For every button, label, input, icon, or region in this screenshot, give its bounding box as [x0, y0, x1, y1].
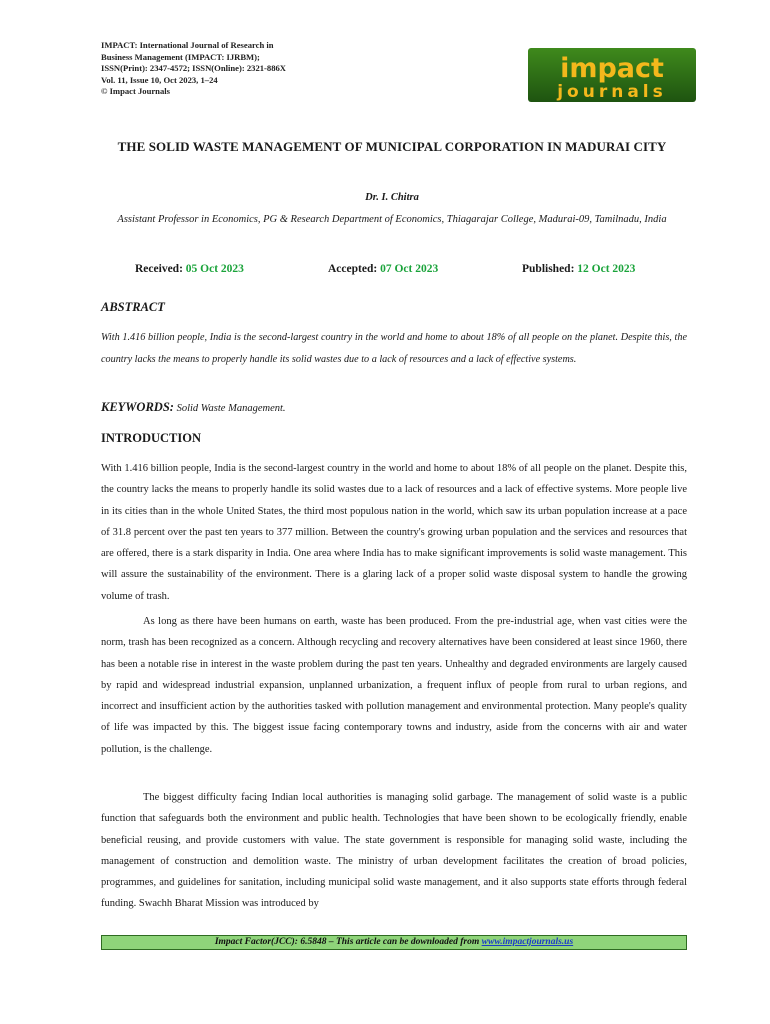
keywords-text: Solid Waste Management. — [176, 403, 286, 414]
journal-info-line: © Impact Journals — [101, 86, 170, 97]
received-value: 05 Oct 2023 — [185, 263, 244, 275]
footer-bar — [101, 935, 687, 950]
body-paragraph: With 1.416 billion people, India is the second-largest country in the world and home to about 18% of all people on the planet. Despite this, the country lacks the means to properly handle its solid wastes due to a lack of resources and a lack of effective systems. More people live in its cities than in the whole United States, the third most populous nation in the world, which saw its urban population increase at a pace of 31.8 percent over the past ten years to 377 million. Between the country's growing urban population and the services and resources that are offered, there is a stark disparity in India. One area where India has to make significant improvements is solid waste management. This will assure the sustainability of the environment. There is a glaring lack of a proper solid waste disposal system to handle the growing volume of trash. — [101, 463, 687, 602]
journal-info-line: IMPACT: International Journal of Research in — [101, 40, 274, 50]
journal-info-line: Business Management (IMPACT: IJRBM); — [101, 51, 260, 62]
abstract-heading: ABSTRACT — [101, 300, 165, 314]
journal-info-line: ISSN(Print): 2347-4572; ISSN(Online): 2321-886X — [101, 63, 287, 74]
abstract-text: With 1.416 billion people, India is the second-largest country in the world and home to about 18% of all people on the planet. Despite this, the country lacks the means to properly handle its solid wastes due to a lack of resources and a lack of effective systems. — [101, 332, 687, 365]
introduction-heading: INTRODUCTION — [101, 431, 202, 445]
keywords-label: KEYWORDS: — [101, 400, 174, 414]
article-title: THE SOLID WASTE MANAGEMENT OF MUNICIPAL CORPORATION IN MADURAI CITY — [117, 139, 667, 154]
journal-info — [101, 40, 361, 98]
footer-link[interactable]: www.impactjournals.us — [481, 937, 574, 947]
publication-dates — [135, 263, 655, 279]
logo-word-journals: journals — [557, 82, 667, 102]
keywords — [101, 400, 687, 415]
logo-word-impact: impact — [560, 53, 664, 84]
author-affiliation: Assistant Professor in Economics, PG & Research Department of Economics, Thiagarajar College, Madurai-09, Tamilnadu, India — [117, 214, 667, 225]
footer-text: Impact Factor(JCC): 6.5848 – This article can be downloaded from — [214, 937, 482, 947]
impact-journals-logo — [528, 48, 696, 102]
body-paragraph: As long as there have been humans on earth, waste has been produced. From the pre-industrial age, when vast cities were the norm, trash has been recognized as a concern. Although recycling and recovery alternatives have been considered at least since 1960, there has been a notable rise in interest in the waste problem during the past ten years. Unhealthy and degraded environments are largely caused by rapid and widespread industrial expansion, unplanned urbanization, a frequent influx of people from rural to urban regions, and incorrect and insufficient action by the authorities tasked with pollution management and environmental protection. Many people's quality of life was impacted by this. The biggest issue facing contemporary towns and industry, aside from the concerns with air and water pollution, is the challenge. — [101, 616, 687, 755]
author-name: Dr. I. Chitra — [365, 192, 419, 203]
journal-info-line: Vol. 11, Issue 10, Oct 2023, 1–24 — [101, 74, 218, 85]
accepted-date — [328, 263, 438, 275]
published-date — [522, 263, 635, 275]
published-label: Published: — [522, 263, 575, 275]
received-label: Received: — [135, 263, 183, 275]
accepted-label: Accepted: — [328, 263, 378, 275]
published-value: 12 Oct 2023 — [577, 263, 636, 275]
body-paragraph: The biggest difficulty facing Indian local authorities is managing solid garbage. The management of solid waste is a public function that safeguards both the environment and public health. Technologies that have been shown to be ecologically friendly, enable beneficial reusing, and provide customers with value. The state government is responsible for managing solid waste, including the management of construction and demolition waste. The ministry of urban development facilitates the creation of broad policies, programmes, and guidelines for sanitation, including municipal solid waste management, and it also supports state efforts through federal funding. Swachh Bharat Mission was introduced by — [101, 792, 687, 910]
accepted-value: 07 Oct 2023 — [380, 263, 439, 275]
logo-graphic — [528, 48, 696, 102]
received-date — [135, 263, 244, 275]
